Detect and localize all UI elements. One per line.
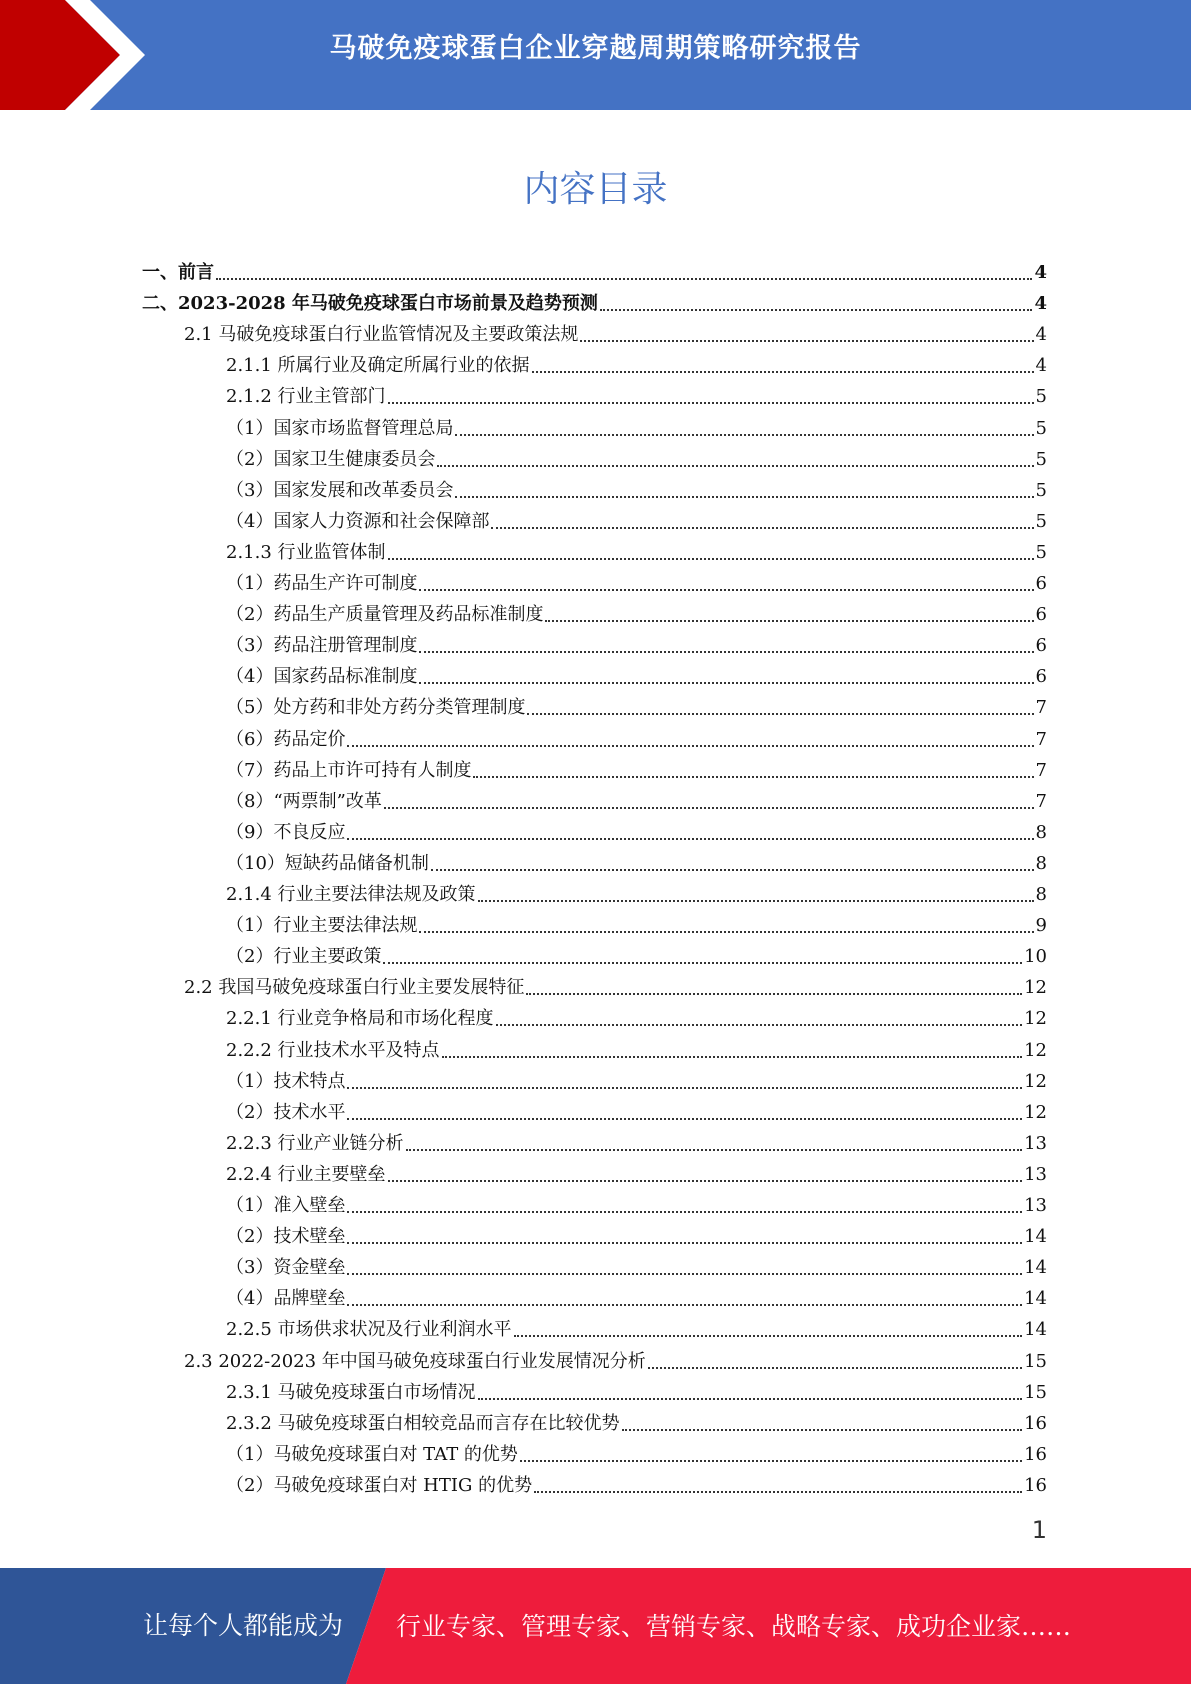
toc-entry-text: （1）技术特点 — [226, 1070, 346, 1092]
toc-entry[interactable] — [226, 1280, 1047, 1310]
toc-entry-text: （5）处方药和非处方药分类管理制度 — [226, 697, 526, 719]
page-number: 1 — [1031, 1516, 1047, 1544]
toc-entry-text: 二、2023-2028 年马破免疫球蛋白市场前景及趋势预测 — [142, 293, 598, 315]
toc-entry[interactable] — [226, 1218, 1047, 1248]
toc-dot-leader — [347, 1242, 1022, 1244]
toc-entry[interactable] — [226, 472, 1047, 502]
toc-entry-page: 7 — [1035, 697, 1047, 719]
toc-dot-leader — [347, 1211, 1022, 1213]
toc-entry[interactable] — [226, 534, 1047, 564]
toc-entry-text: 2.1.1 所属行业及确定所属行业的依据 — [226, 355, 530, 377]
toc-entry-text: 2.2 我国马破免疫球蛋白行业主要发展特征 — [184, 977, 525, 999]
toc-entry[interactable] — [226, 752, 1047, 782]
toc-dot-leader — [347, 1118, 1022, 1120]
toc-entry[interactable] — [226, 907, 1047, 937]
toc-entry-page: 8 — [1035, 884, 1047, 905]
toc-entry-text: （2）药品生产质量管理及药品标准制度 — [226, 604, 544, 626]
toc-entry[interactable] — [226, 410, 1047, 440]
toc-entry-text: 2.1.4 行业主要法律法规及政策 — [226, 884, 476, 905]
toc-entry[interactable] — [226, 814, 1047, 844]
toc-entry-page: 6 — [1035, 573, 1047, 594]
toc-entry[interactable] — [226, 1094, 1047, 1124]
toc-entry-page: 10 — [1024, 946, 1047, 968]
toc-entry-page: 13 — [1024, 1195, 1047, 1216]
toc-entry[interactable] — [142, 285, 1047, 315]
toc-dot-leader — [442, 1056, 1023, 1058]
toc-entry-page: 4 — [1034, 293, 1047, 315]
toc-dot-leader — [455, 434, 1033, 436]
report-title: 马破免疫球蛋白企业穿越周期策略研究报告 — [329, 33, 862, 64]
toc-entry-page: 8 — [1035, 821, 1047, 843]
toc-entry-page: 5 — [1035, 510, 1047, 532]
toc-dot-leader — [534, 1491, 1022, 1493]
toc-entry-page: 5 — [1035, 417, 1047, 439]
toc-dot-leader — [478, 900, 1034, 902]
toc-entry-page: 9 — [1035, 915, 1047, 937]
toc-entry[interactable] — [184, 969, 1047, 999]
toc-entry[interactable] — [226, 1063, 1047, 1093]
toc-entry-page: 13 — [1024, 1132, 1047, 1154]
toc-entry[interactable] — [226, 1000, 1047, 1030]
toc-entry-text: （4）国家人力资源和社会保障部 — [226, 510, 490, 532]
toc-entry-page: 15 — [1024, 1350, 1047, 1372]
toc-dot-leader — [216, 278, 1032, 280]
toc-heading: 内容目录 — [523, 169, 668, 210]
toc-entry[interactable] — [226, 503, 1047, 533]
toc-entry[interactable] — [226, 1249, 1047, 1279]
toc-entry-text: （3）药品注册管理制度 — [226, 635, 418, 657]
toc-entry[interactable] — [184, 1343, 1047, 1373]
toc-entry-text: （2）马破免疫球蛋白对 HTIG 的优势 — [226, 1474, 533, 1496]
toc-entry-text: （1）准入壁垒 — [226, 1195, 346, 1216]
toc-dot-leader — [478, 1398, 1023, 1400]
toc-entry-text: 2.2.2 行业技术水平及特点 — [226, 1039, 440, 1061]
toc-dot-leader — [419, 931, 1033, 933]
toc-entry-text: 2.2.3 行业产业链分析 — [226, 1132, 404, 1154]
toc-dot-leader — [622, 1429, 1023, 1431]
toc-entry[interactable] — [226, 596, 1047, 626]
toc-entry-text: （7）药品上市许可持有人制度 — [226, 759, 472, 781]
toc-entry-page: 15 — [1024, 1381, 1047, 1403]
toc-entry-text: 2.1 马破免疫球蛋白行业监管情况及主要政策法规 — [184, 324, 579, 346]
toc-dot-leader — [419, 589, 1033, 591]
toc-dot-leader — [347, 838, 1033, 840]
toc-entry[interactable] — [226, 938, 1047, 968]
toc-dot-leader — [419, 682, 1033, 684]
page-footer — [0, 1568, 1191, 1684]
toc-entry-page: 4 — [1035, 324, 1047, 346]
toc-entry-page: 12 — [1024, 1101, 1047, 1123]
toc-entry-text: （3）资金壁垒 — [226, 1257, 346, 1279]
toc-dot-leader — [347, 1273, 1022, 1275]
toc-entry-page: 12 — [1024, 1070, 1047, 1092]
toc-entry[interactable] — [226, 1156, 1047, 1186]
toc-entry[interactable] — [226, 1467, 1047, 1497]
toc-entry[interactable] — [226, 1125, 1047, 1155]
toc-entry-text: （1）药品生产许可制度 — [226, 573, 418, 594]
toc-entry-text: 2.3.2 马破免疫球蛋白相较竞品而言存在比较优势 — [226, 1412, 620, 1434]
footer-slogan-right: 行业专家、管理专家、营销专家、战略专家、成功企业家…… — [396, 1612, 1072, 1641]
toc-dot-leader — [600, 309, 1033, 311]
toc-entry[interactable] — [226, 689, 1047, 719]
toc-dot-leader — [514, 1335, 1023, 1337]
toc-entry-page: 13 — [1024, 1163, 1047, 1185]
toc-entry[interactable] — [226, 845, 1047, 875]
toc-entry-text: （2）国家卫生健康委员会 — [226, 448, 436, 470]
toc-entry-text: （1）行业主要法律法规 — [226, 915, 418, 937]
toc-entry-text: （2）行业主要政策 — [226, 946, 382, 968]
toc-entry-page: 16 — [1024, 1412, 1047, 1434]
toc-entry-page: 4 — [1035, 355, 1047, 377]
toc-entry-text: （9）不良反应 — [226, 821, 346, 843]
toc-entry-page: 7 — [1035, 790, 1047, 812]
toc-dot-leader — [419, 651, 1033, 653]
toc-entry-text: （3）国家发展和改革委员会 — [226, 479, 454, 501]
toc-dot-leader — [496, 1024, 1023, 1026]
toc-entry-page: 5 — [1035, 479, 1047, 501]
toc-entry[interactable] — [226, 347, 1047, 377]
toc-dot-leader — [388, 558, 1034, 560]
toc-entry-text: 2.1.3 行业监管体制 — [226, 541, 386, 563]
toc-entry-text: 2.3 2022-2023 年中国马破免疫球蛋白行业发展情况分析 — [184, 1350, 646, 1372]
toc-entry-text: （1）马破免疫球蛋白对 TAT 的优势 — [226, 1443, 518, 1465]
toc-entry-page: 6 — [1035, 666, 1047, 688]
toc-entry-page: 7 — [1035, 728, 1047, 750]
toc-dot-leader — [437, 465, 1033, 467]
toc-dot-leader — [388, 402, 1034, 404]
toc-entry-text: （1）国家市场监督管理总局 — [226, 417, 454, 439]
toc-dot-leader — [473, 776, 1033, 778]
toc-entry[interactable] — [226, 1405, 1047, 1435]
toc-dot-leader — [648, 1367, 1022, 1369]
toc-entry-page: 16 — [1024, 1443, 1047, 1465]
toc-entry[interactable] — [226, 876, 1047, 906]
toc-entry[interactable] — [226, 565, 1047, 595]
toc-entry-text: （6）药品定价 — [226, 728, 346, 750]
toc-entry-page: 12 — [1024, 1008, 1047, 1030]
toc-entry[interactable] — [226, 658, 1047, 688]
toc-dot-leader — [455, 496, 1033, 498]
toc-entry[interactable] — [226, 1311, 1047, 1341]
toc-entry-text: 2.3.1 马破免疫球蛋白市场情况 — [226, 1381, 476, 1403]
toc-entry-text: （4）国家药品标准制度 — [226, 666, 418, 688]
page-header — [0, 0, 1191, 110]
toc-entry-page: 14 — [1024, 1226, 1047, 1248]
toc-entry[interactable] — [226, 1187, 1047, 1217]
toc-dot-leader — [527, 713, 1033, 715]
toc-entry-page: 5 — [1035, 386, 1047, 408]
toc-entry-text: 2.2.5 市场供求状况及行业利润水平 — [226, 1319, 512, 1341]
toc-entry-page: 14 — [1024, 1288, 1047, 1310]
toc-entry-text: （4）品牌壁垒 — [226, 1288, 346, 1310]
toc-entry-page: 5 — [1035, 541, 1047, 563]
toc-dot-leader — [532, 371, 1034, 373]
toc-entry-page: 16 — [1024, 1474, 1047, 1496]
toc-entry-page: 8 — [1035, 852, 1047, 874]
toc-entry[interactable] — [226, 378, 1047, 408]
toc-entry-page: 12 — [1024, 1039, 1047, 1061]
toc-entry-page: 7 — [1035, 759, 1047, 781]
toc-entry-text: （2）技术壁垒 — [226, 1226, 346, 1248]
toc-dot-leader — [383, 962, 1022, 964]
toc-entry-page: 6 — [1035, 635, 1047, 657]
toc-dot-leader — [520, 1460, 1022, 1462]
toc-dot-leader — [491, 527, 1033, 529]
toc-dot-leader — [406, 1149, 1023, 1151]
toc-dot-leader — [388, 1180, 1023, 1182]
toc-dot-leader — [526, 993, 1022, 995]
toc-dot-leader — [580, 340, 1033, 342]
toc-entry[interactable] — [226, 441, 1047, 471]
toc-dot-leader — [347, 1087, 1022, 1089]
toc-entry[interactable] — [226, 1032, 1047, 1062]
toc-dot-leader — [347, 1304, 1022, 1306]
toc-entry-text: 一、前言 — [142, 262, 214, 283]
toc-entry-text: （8）“两票制”改革 — [226, 790, 382, 812]
toc-dot-leader — [384, 807, 1034, 809]
toc-entry[interactable] — [226, 783, 1047, 813]
toc-dot-leader — [347, 745, 1033, 747]
toc-entry-text: 2.2.4 行业主要壁垒 — [226, 1163, 386, 1185]
toc-entry-text: （10）短缺药品储备机制 — [226, 852, 429, 874]
toc-entry[interactable] — [184, 316, 1047, 346]
toc-entry-page: 14 — [1024, 1319, 1047, 1341]
toc-entry-text: 2.2.1 行业竞争格局和市场化程度 — [226, 1008, 494, 1030]
footer-slogan-left: 让每个人都能成为 — [143, 1611, 344, 1640]
toc-entry[interactable] — [142, 254, 1047, 284]
toc-dot-leader — [431, 869, 1034, 871]
toc-entry-page: 5 — [1035, 448, 1047, 470]
toc-entry-page: 14 — [1024, 1257, 1047, 1279]
toc-entry[interactable] — [226, 1436, 1047, 1466]
toc-entry[interactable] — [226, 721, 1047, 751]
toc-entry-page: 4 — [1034, 262, 1047, 283]
toc-dot-leader — [545, 620, 1033, 622]
toc-entry-text: 2.1.2 行业主管部门 — [226, 386, 386, 408]
toc-entry[interactable] — [226, 1374, 1047, 1404]
toc-entry[interactable] — [226, 627, 1047, 657]
toc-entry-page: 12 — [1024, 977, 1047, 999]
toc-entry-text: （2）技术水平 — [226, 1101, 346, 1123]
toc-entry-page: 6 — [1035, 604, 1047, 626]
